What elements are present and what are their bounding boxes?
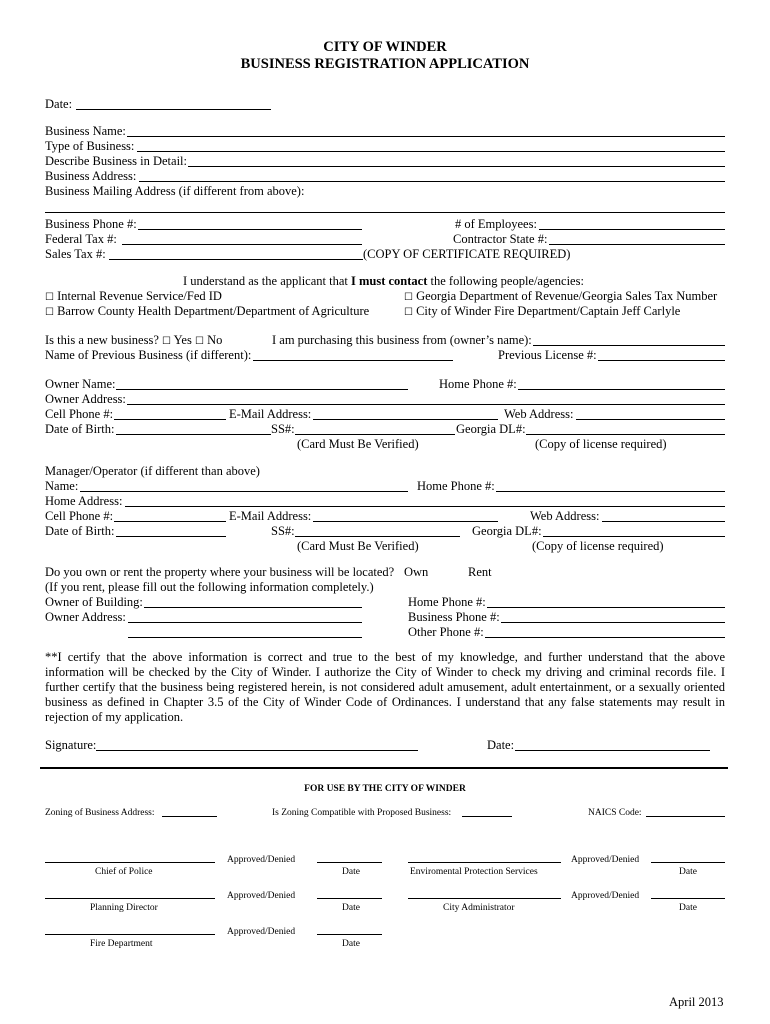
chief-police-date-line[interactable] xyxy=(317,862,382,863)
owner-name-field[interactable] xyxy=(116,389,408,390)
building-owner-label: Owner of Building: xyxy=(45,595,143,609)
contact-intro xyxy=(183,274,584,288)
manager-web-field[interactable] xyxy=(602,521,725,522)
owner-card-note: (Card Must Be Verified) xyxy=(297,437,419,451)
previous-business-field[interactable] xyxy=(253,360,453,361)
env-protection-label: Enviromental Protection Services xyxy=(410,867,538,877)
mailing-address-label: Business Mailing Address (if different from above): xyxy=(45,184,305,198)
describe-business-label: Describe Business in Detail: xyxy=(45,154,187,168)
barrow-label: Barrow County Health Department/Department of Agriculture xyxy=(57,304,370,318)
manager-ss-field[interactable] xyxy=(295,536,460,537)
manager-address-label: Home Address: xyxy=(45,494,123,508)
manager-dl-label: Georgia DL#: xyxy=(472,524,542,538)
fire-department-label: Fire Department xyxy=(90,939,153,949)
owner-license-note: (Copy of license required) xyxy=(535,437,667,451)
business-name-field[interactable] xyxy=(127,136,725,137)
employees-label: # of Employees: xyxy=(455,217,537,231)
env-protection-approved-denied: Approved/Denied xyxy=(571,855,640,865)
rent-instructions: (If you rent, please fill out the following information completely.) xyxy=(45,580,374,594)
irs-item xyxy=(45,289,222,305)
manager-dob-field[interactable] xyxy=(116,536,226,537)
building-home-phone-field[interactable] xyxy=(487,607,725,608)
contractor-state-label: Contractor State #: xyxy=(453,232,548,246)
env-protection-signature-line[interactable] xyxy=(408,862,561,863)
signature-date-field[interactable] xyxy=(515,750,710,751)
manager-cell-label: Cell Phone #: xyxy=(45,509,114,523)
fire-department-signature-line[interactable] xyxy=(45,934,215,935)
manager-dl-field[interactable] xyxy=(543,536,725,537)
owner-web-field[interactable] xyxy=(576,419,725,420)
ga-revenue-checkbox[interactable]: ☐ xyxy=(404,292,413,303)
owner-email-field[interactable] xyxy=(313,419,498,420)
manager-address-field[interactable] xyxy=(125,506,725,507)
planning-director-date-label: Date xyxy=(342,903,360,913)
building-owner-address-field-2[interactable] xyxy=(128,637,362,638)
date-field[interactable] xyxy=(76,109,271,110)
purchasing-label: I am purchasing this business from (owner’s name): xyxy=(272,333,532,347)
planning-director-date-line[interactable] xyxy=(317,898,382,899)
type-of-business-label: Type of Business: xyxy=(45,139,135,153)
no-label: No xyxy=(207,333,223,347)
building-business-phone-field[interactable] xyxy=(501,622,725,623)
form-title-application: BUSINESS REGISTRATION APPLICATION xyxy=(240,56,530,72)
type-of-business-field[interactable] xyxy=(137,151,725,152)
chief-police-label: Chief of Police xyxy=(95,867,153,877)
previous-license-label: Previous License #: xyxy=(498,348,597,362)
office-use-heading: FOR USE BY THE CITY OF WINDER xyxy=(304,784,466,794)
owner-dob-label: Date of Birth: xyxy=(45,422,115,436)
building-business-phone-label: Business Phone #: xyxy=(408,610,500,624)
signature-date-label: Date: xyxy=(487,738,515,752)
building-owner-address-label: Owner Address: xyxy=(45,610,126,624)
manager-email-label: E-Mail Address: xyxy=(229,509,312,523)
chief-police-approved-denied: Approved/Denied xyxy=(227,855,296,865)
owner-web-label: Web Address: xyxy=(504,407,574,421)
env-protection-date-line[interactable] xyxy=(651,862,725,863)
copy-certificate-note: (COPY OF CERTIFICATE REQUIRED) xyxy=(363,247,571,261)
property-question: Do you own or rent the property where your business will be located? xyxy=(45,565,395,579)
new-business-row xyxy=(45,333,222,349)
zoning-address-label: Zoning of Business Address: xyxy=(45,808,155,818)
manager-card-note: (Card Must Be Verified) xyxy=(297,539,419,553)
barrow-item xyxy=(45,304,369,320)
owner-home-phone-field[interactable] xyxy=(518,389,725,390)
ga-revenue-item xyxy=(404,289,717,305)
owner-cell-field[interactable] xyxy=(114,419,226,420)
building-other-phone-field[interactable] xyxy=(485,637,725,638)
fire-department-approved-denied: Approved/Denied xyxy=(227,927,296,937)
irs-label: Internal Revenue Service/Fed ID xyxy=(57,289,222,303)
rent-option[interactable]: Rent xyxy=(468,565,492,579)
fire-department-date-line[interactable] xyxy=(317,934,382,935)
fire-department-date-label: Date xyxy=(342,939,360,949)
owner-address-label: Owner Address: xyxy=(45,392,126,406)
federal-tax-field[interactable] xyxy=(122,244,362,245)
building-home-phone-label: Home Phone #: xyxy=(408,595,486,609)
yes-label: Yes xyxy=(173,333,192,347)
naics-label: NAICS Code: xyxy=(588,808,642,818)
contractor-state-field[interactable] xyxy=(549,244,725,245)
describe-business-field[interactable] xyxy=(188,166,725,167)
owner-home-phone-label: Home Phone #: xyxy=(439,377,517,391)
city-admin-date-label: Date xyxy=(679,903,697,913)
business-name-label: Business Name: xyxy=(45,124,126,138)
city-admin-label: City Administrator xyxy=(443,903,515,913)
manager-web-label: Web Address: xyxy=(530,509,600,523)
manager-name-label: Name: xyxy=(45,479,79,493)
sales-tax-field[interactable] xyxy=(109,259,363,260)
revision-date: April 2013 xyxy=(669,995,724,1009)
manager-heading: Manager/Operator (if different than above) xyxy=(45,464,260,478)
building-owner-address-field[interactable] xyxy=(128,622,362,623)
manager-email-field[interactable] xyxy=(313,521,498,522)
no-checkbox[interactable]: ☐ xyxy=(194,336,204,347)
manager-home-phone-label: Home Phone #: xyxy=(417,479,495,493)
building-other-phone-label: Other Phone #: xyxy=(408,625,484,639)
planning-director-signature-line[interactable] xyxy=(45,898,215,899)
fire-dept-checkbox[interactable]: ☐ xyxy=(404,307,413,318)
sales-tax-label: Sales Tax #: xyxy=(45,247,106,261)
employees-field[interactable] xyxy=(539,229,725,230)
form-title-city: CITY OF WINDER xyxy=(323,39,447,55)
owner-cell-label: Cell Phone #: xyxy=(45,407,114,421)
previous-owner-field[interactable] xyxy=(533,345,725,346)
owner-email-label: E-Mail Address: xyxy=(229,407,312,421)
owner-dob-field[interactable] xyxy=(116,434,271,435)
owner-ss-field[interactable] xyxy=(295,434,455,435)
naics-field[interactable] xyxy=(646,816,725,817)
city-admin-signature-line[interactable] xyxy=(408,898,561,899)
irs-checkbox[interactable]: ☐ xyxy=(45,292,54,303)
building-owner-field[interactable] xyxy=(144,607,362,608)
owner-address-field[interactable] xyxy=(127,404,725,405)
business-address-label: Business Address: xyxy=(45,169,137,183)
contact-intro-pre: I understand as the applicant that xyxy=(183,274,351,288)
owner-ss-label: SS#: xyxy=(271,422,295,436)
business-phone-field[interactable] xyxy=(138,229,362,230)
manager-cell-field[interactable] xyxy=(114,521,226,522)
yes-checkbox[interactable]: ☐ xyxy=(162,336,171,347)
business-address-field[interactable] xyxy=(139,181,725,182)
fire-dept-item xyxy=(404,304,680,320)
mailing-address-field[interactable] xyxy=(45,212,725,213)
manager-license-note: (Copy of license required) xyxy=(532,539,664,553)
zoning-address-field[interactable] xyxy=(162,816,217,817)
barrow-checkbox[interactable]: ☐ xyxy=(45,307,54,318)
owner-name-label: Owner Name: xyxy=(45,377,116,391)
manager-name-field[interactable] xyxy=(80,491,408,492)
fire-dept-label: City of Winder Fire Department/Captain Jeff Carlyle xyxy=(416,304,681,318)
contact-intro-post: the following people/agencies: xyxy=(427,274,584,288)
owner-dl-field[interactable] xyxy=(526,434,725,435)
chief-police-date-label: Date xyxy=(342,867,360,877)
city-admin-approved-denied: Approved/Denied xyxy=(571,891,640,901)
signature-label: Signature: xyxy=(45,738,97,752)
previous-license-field[interactable] xyxy=(598,360,725,361)
manager-ss-label: SS#: xyxy=(271,524,295,538)
date-label: Date: xyxy=(45,97,73,111)
env-protection-date-label: Date xyxy=(679,867,697,877)
manager-home-phone-field[interactable] xyxy=(496,491,725,492)
zoning-compatible-field[interactable] xyxy=(462,816,512,817)
previous-business-label: Name of Previous Business (if different): xyxy=(45,348,252,362)
own-option[interactable]: Own xyxy=(404,565,429,579)
certification-text: **I certify that the above information is correct and true to the best of my knowledge, and further understand that the above information will be checked by the City of Winder. I authorize the City of Winder to check my driving and criminal records file. I further certify that the business being registered herein, is not considered adult amusement, adult entertainment, or a sexually oriented business as defined in Chapter 3.5 of the City of Winder Code of Ordinances. I understand that any false statements may result in rejection of my application. xyxy=(45,650,725,724)
federal-tax-label: Federal Tax #: xyxy=(45,232,117,246)
business-phone-label: Business Phone #: xyxy=(45,217,137,231)
planning-director-approved-denied: Approved/Denied xyxy=(227,891,296,901)
signature-field[interactable] xyxy=(96,750,418,751)
contact-intro-bold: I must contact xyxy=(351,274,428,288)
manager-dob-label: Date of Birth: xyxy=(45,524,115,538)
chief-police-signature-line[interactable] xyxy=(45,862,215,863)
owner-dl-label: Georgia DL#: xyxy=(456,422,526,436)
ga-revenue-label: Georgia Department of Revenue/Georgia Sales Tax Number xyxy=(416,289,718,303)
new-business-question: Is this a new business? xyxy=(45,333,159,347)
city-admin-date-line[interactable] xyxy=(651,898,725,899)
planning-director-label: Planning Director xyxy=(90,903,158,913)
section-divider xyxy=(40,767,728,769)
zoning-compatible-label: Is Zoning Compatible with Proposed Business: xyxy=(272,808,452,818)
